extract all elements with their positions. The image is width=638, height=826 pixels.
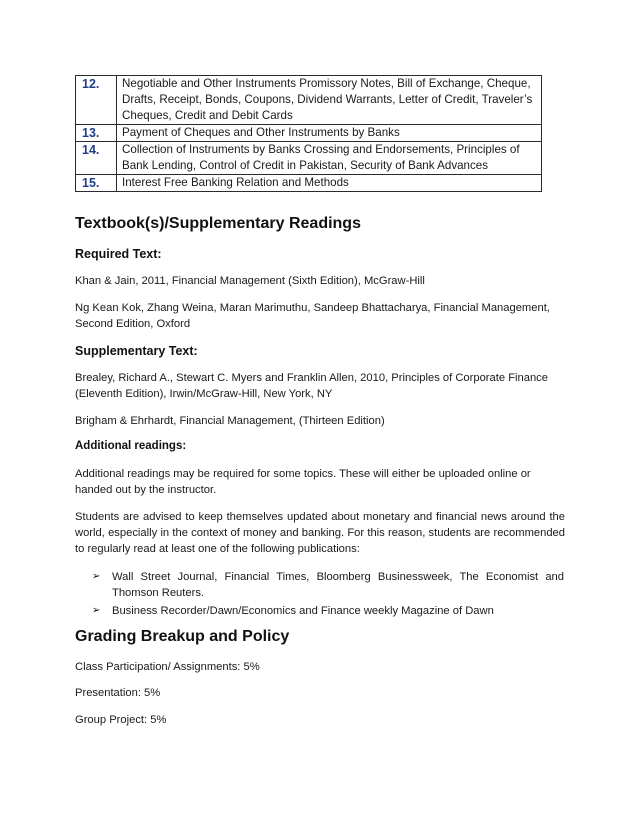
list-item [92, 603, 564, 619]
topic-number: 15. [76, 175, 117, 192]
topic-text: Negotiable and Other Instruments Promissory Notes, Bill of Exchange, Cheque, Drafts, Receipt, Bonds, Coupons, Dividend Warrants, Letter of Credit, Traveler’s Cheques, Credit and Debit Cards [117, 76, 542, 125]
topic-text: Interest Free Banking Relation and Methods [117, 175, 542, 192]
list-item [92, 569, 564, 601]
publication-text: Business Recorder/Dawn/Economics and Finance weekly Magazine of Dawn [112, 605, 494, 617]
topic-number: 14. [76, 142, 117, 175]
table-row [76, 175, 542, 192]
supplementary-reading-item: Brigham & Ehrhardt, Financial Management, (Thirteen Edition) [75, 415, 385, 427]
required-text-heading: Required Text: [75, 247, 162, 261]
publications-list [92, 569, 564, 621]
additional-readings-heading: Additional readings: [75, 440, 187, 452]
grading-item: Group Project: 5% [75, 714, 167, 726]
grading-item: Presentation: 5% [75, 687, 161, 699]
advice-paragraph: Students are advised to keep themselves updated about monetary and financial news around the world, especially in the context of money and banking. For this reason, students are recommended to regularly read at least one of the following publications: [75, 511, 565, 555]
topic-number: 12. [76, 76, 117, 125]
readings-heading: Textbook(s)/Supplementary Readings [75, 215, 361, 232]
supplementary-text-heading: Supplementary Text: [75, 344, 198, 358]
required-reading-item: Khan & Jain, 2011, Financial Management (Sixth Edition), McGraw-Hill [75, 275, 425, 287]
table-row [76, 142, 542, 175]
table-row [76, 125, 542, 142]
supplementary-reading-item: Brealey, Richard A., Stewart C. Myers and Franklin Allen, 2010, Principles of Corporate Finance (Eleventh Edition), Irwin/McGraw-Hill, New York, NY [75, 372, 548, 400]
topic-text: Payment of Cheques and Other Instruments by Banks [117, 125, 542, 142]
topic-number: 13. [76, 125, 117, 142]
arrow-bullet-icon: ➢ [92, 571, 101, 582]
arrow-bullet-icon: ➢ [92, 605, 101, 616]
topics-table [75, 75, 542, 192]
grading-heading: Grading Breakup and Policy [75, 628, 290, 645]
table-row [76, 76, 542, 125]
grading-item: Class Participation/ Assignments: 5% [75, 661, 260, 673]
topic-text: Collection of Instruments by Banks Crossing and Endorsements, Principles of Bank Lending, Control of Credit in Pakistan, Security of Bank Advances [117, 142, 542, 175]
publication-text: Wall Street Journal, Financial Times, Bloomberg Businessweek, The Economist and Thomson Reuters. [112, 571, 564, 599]
required-reading-item: Ng Kean Kok, Zhang Weina, Maran Marimuthu, Sandeep Bhattacharya, Financial Management, Second Edition, Oxford [75, 302, 550, 330]
additional-readings-text: Additional readings may be required for some topics. These will either be uploaded online or handed out by the instructor. [75, 468, 531, 496]
